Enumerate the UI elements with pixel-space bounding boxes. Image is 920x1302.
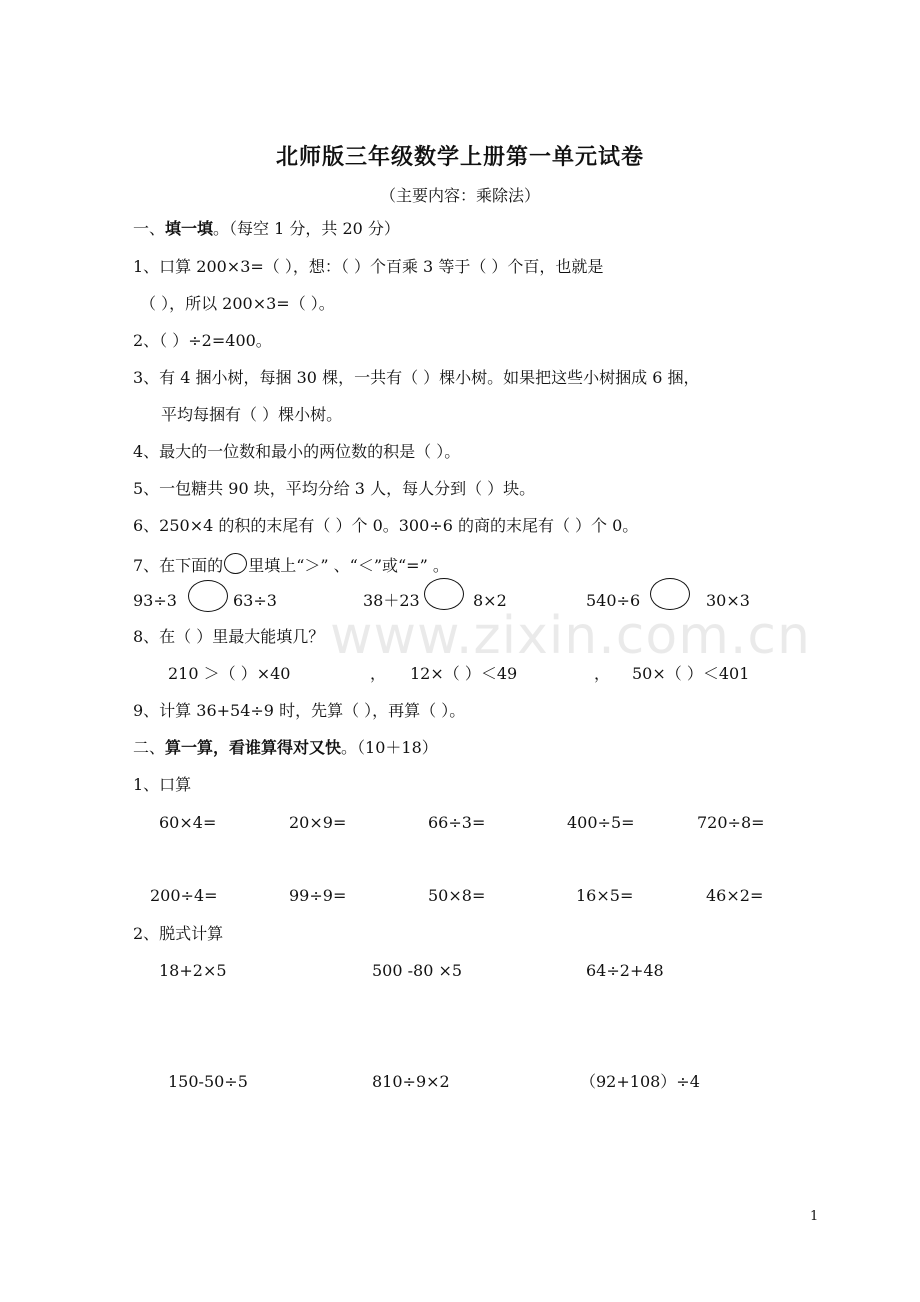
question-7-after: 里填上“＞” 、“＜”或“=” 。 [248, 556, 449, 575]
section2-heading [133, 738, 438, 758]
question-3-line1: 3、有 4 捆小树，每捆 30 棵，一共有（ ）棵小树。如果把这些小树捆成 6 捆， [133, 368, 700, 387]
oral-calc-item: 60×4= [159, 813, 217, 832]
oral-calc-item: 16×5= [576, 886, 634, 905]
question-1-line1: 1、口算 200×3=（ ），想：（ ）个百乘 3 等于（ ）个百，也就是 [133, 257, 604, 276]
oral-calc-item: 46×2= [706, 886, 764, 905]
question-7-before: 7、在下面的 [133, 556, 224, 575]
question-7-instruction [133, 553, 449, 576]
question-3-line2: 平均每捆有（ ）棵小树。 [161, 405, 343, 424]
section2-heading-rest: 。（10＋18） [341, 738, 438, 757]
inline-circle-icon [224, 553, 247, 574]
step-calc-item: 150-50÷5 [168, 1072, 248, 1091]
oral-calc-item: 200÷4= [150, 886, 218, 905]
compare-1-left: 93÷3 [133, 591, 177, 610]
step-calc-item: （92+108）÷4 [580, 1072, 700, 1091]
compare-3-right: 30×3 [706, 591, 750, 610]
q8-separator-2: ， [594, 664, 611, 683]
section1-heading-bold: 填一填 [165, 219, 214, 238]
oral-calc-item: 66÷3= [428, 813, 486, 832]
question-1-line2: （ ），所以 200×3=（ ）。 [140, 294, 335, 313]
question-9: 9、计算 36+54÷9 时，先算（ ），再算（ ）。 [133, 701, 466, 720]
section2-heading-bold: 算一算，看谁算得对又快 [165, 738, 342, 757]
page-number: 1 [810, 1209, 819, 1224]
step-calc-item: 810÷9×2 [372, 1072, 450, 1091]
q8-item-3: 50×（ ）＜401 [632, 664, 750, 683]
section1-heading-rest: 。（每空 1 分，共 20 分） [213, 219, 400, 238]
question-4: 4、最大的一位数和最小的两位数的积是（ ）。 [133, 442, 461, 461]
watermark: www.zixin.com.cn [330, 606, 811, 666]
compare-2-right: 8×2 [473, 591, 507, 610]
q8-item-1: 210 ＞（ ）×40 [168, 664, 291, 683]
compare-circle-1[interactable] [188, 580, 228, 612]
oral-calc-item: 720÷8= [697, 813, 765, 832]
section1-heading [133, 219, 400, 239]
subsection-step-calc: 2、脱式计算 [133, 924, 224, 943]
section2-heading-num: 二、 [133, 738, 166, 757]
question-5: 5、一包糖共 90 块，平均分给 3 人，每人分到（ ）块。 [133, 479, 536, 498]
section1-heading-num: 一、 [133, 219, 166, 238]
compare-3-left: 540÷6 [586, 591, 641, 610]
question-6: 6、250×4 的积的末尾有（ ）个 0。300÷6 的商的末尾有（ ）个 0。 [133, 516, 639, 535]
compare-2-left: 38＋23 [363, 591, 420, 610]
oral-calc-item: 20×9= [289, 813, 347, 832]
question-2: 2、（ ）÷2=400。 [133, 331, 272, 350]
page-subtitle: （主要内容：乘除法） [379, 186, 540, 205]
oral-calc-item: 50×8= [428, 886, 486, 905]
q8-separator-1: ， [370, 664, 387, 683]
compare-1-right: 63÷3 [233, 591, 277, 610]
step-calc-item: 64÷2+48 [586, 961, 664, 980]
q8-item-2: 12×（ ）＜49 [410, 664, 518, 683]
step-calc-item: 18+2×5 [159, 961, 227, 980]
question-8: 8、在（ ）里最大能填几？ [133, 627, 325, 646]
page-title: 北师版三年级数学上册第一单元试卷 [275, 144, 644, 170]
oral-calc-item: 400÷5= [567, 813, 635, 832]
oral-calc-item: 99÷9= [289, 886, 347, 905]
subsection-oral-calc: 1、口算 [133, 775, 192, 794]
step-calc-item: 500 -80 ×5 [372, 961, 463, 980]
